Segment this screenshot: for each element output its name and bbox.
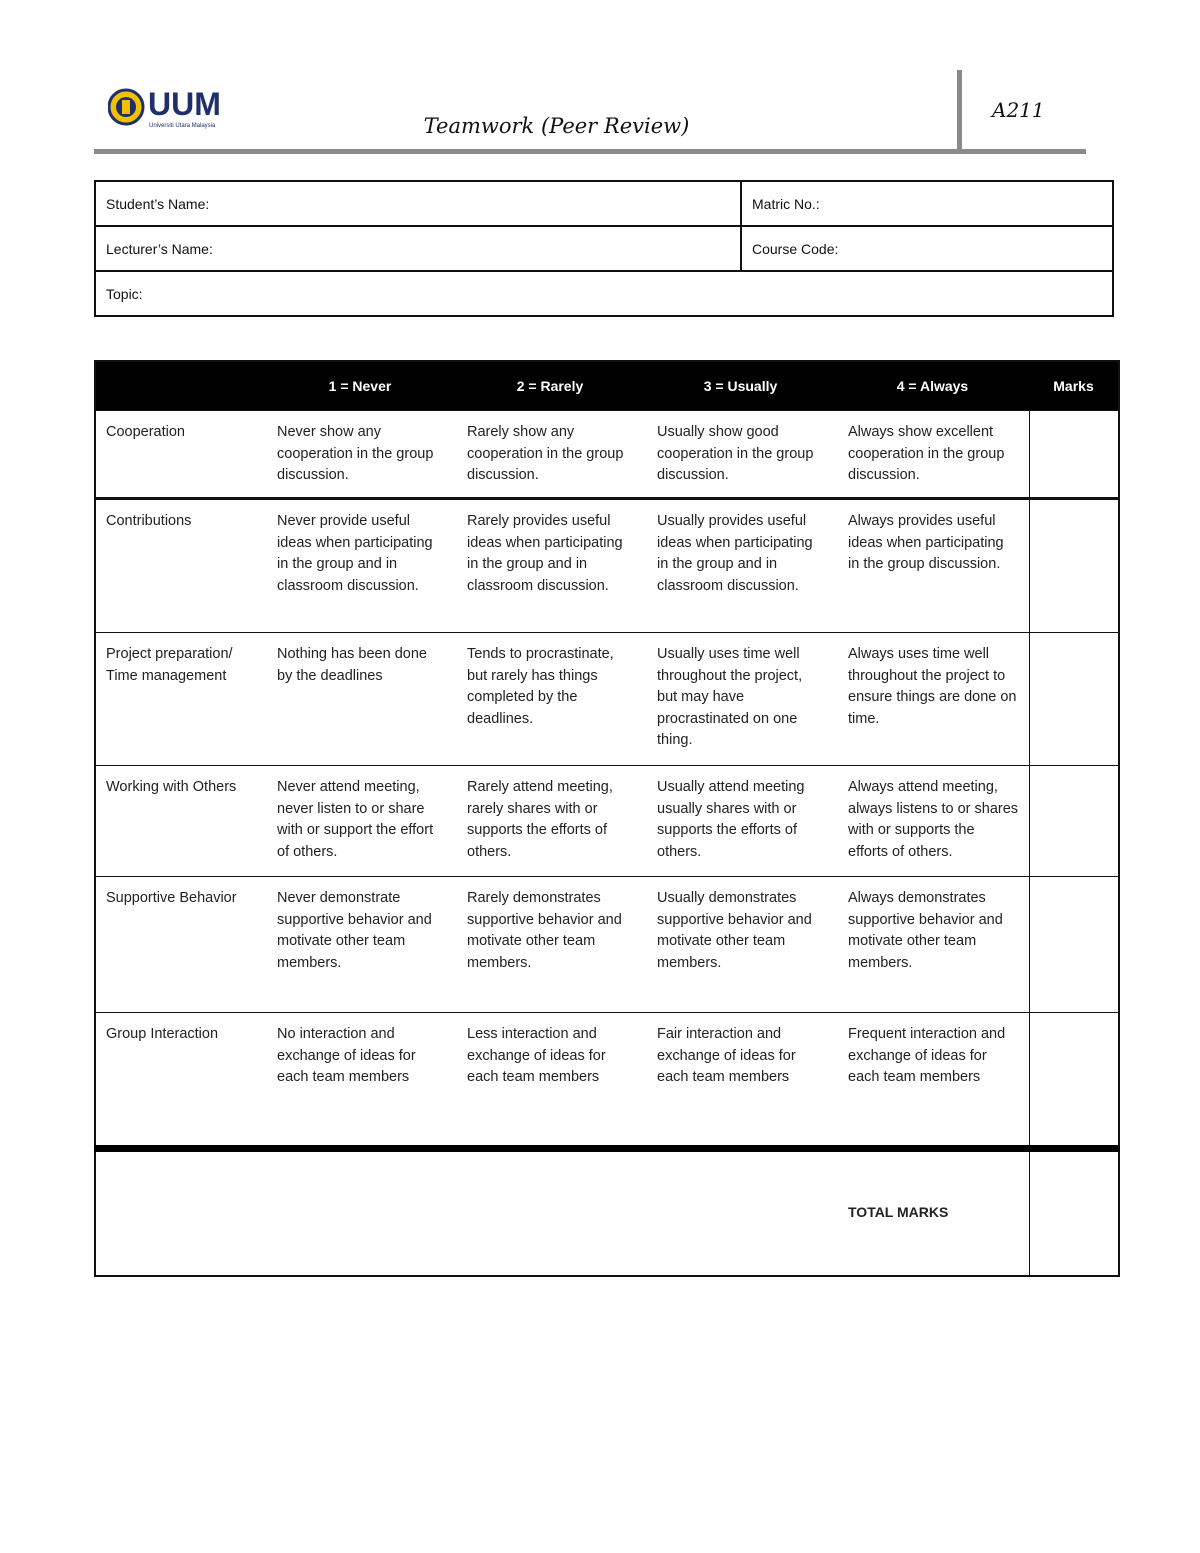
student-info-table — [94, 180, 1114, 317]
marks-cell[interactable] — [1029, 766, 1119, 877]
criterion-label: Group Interaction — [95, 1013, 265, 1149]
level-3-description: Fair interaction and exchange of ideas for each team members — [645, 1013, 836, 1149]
document-code: A211 — [992, 98, 1045, 122]
header-divider-horizontal — [94, 149, 1086, 154]
rubric-row-time-management — [95, 633, 1119, 766]
level-3-description: Usually attend meeting usually shares with or supports the efforts of others. — [645, 766, 836, 877]
level-1-description: Never provide useful ideas when participating in the group and in classroom discussion. — [265, 499, 455, 633]
marks-cell[interactable] — [1029, 877, 1119, 1013]
rubric-row-working-with-others — [95, 766, 1119, 877]
level-1-description: Nothing has been done by the deadlines — [265, 633, 455, 766]
level-4-description: Always show excellent cooperation in the group discussion. — [836, 411, 1029, 499]
total-marks-label: TOTAL MARKS — [836, 1149, 1029, 1277]
student-name-field[interactable]: Student’s Name: — [95, 181, 741, 226]
rubric-row-group-interaction — [95, 1013, 1119, 1149]
rubric-table — [94, 360, 1120, 1277]
criterion-label: Working with Others — [95, 766, 265, 877]
level-2-description: Less interaction and exchange of ideas for each team members — [455, 1013, 645, 1149]
column-header-rarely: 2 = Rarely — [455, 361, 645, 411]
level-2-description: Rarely provides useful ideas when participating in the group and in classroom discussion. — [455, 499, 645, 633]
header-divider-vertical — [957, 70, 962, 152]
column-header-marks: Marks — [1029, 361, 1119, 411]
marks-cell[interactable] — [1029, 499, 1119, 633]
level-2-description: Tends to procrastinate, but rarely has things completed by the deadlines. — [455, 633, 645, 766]
marks-cell[interactable] — [1029, 411, 1119, 499]
document-title: Teamwork (Peer Review) — [423, 114, 690, 138]
level-3-description: Usually show good cooperation in the group discussion. — [645, 411, 836, 499]
column-header-always: 4 = Always — [836, 361, 1029, 411]
total-marks-row — [95, 1149, 1119, 1277]
level-2-description: Rarely attend meeting, rarely shares with or supports the efforts of others. — [455, 766, 645, 877]
rubric-row-contributions — [95, 499, 1119, 633]
level-4-description: Frequent interaction and exchange of ideas for each team members — [836, 1013, 1029, 1149]
total-marks-cell[interactable] — [1029, 1149, 1119, 1277]
level-2-description: Rarely demonstrates supportive behavior and motivate other team members. — [455, 877, 645, 1013]
marks-cell[interactable] — [1029, 633, 1119, 766]
marks-cell[interactable] — [1029, 1013, 1119, 1149]
topic-field[interactable]: Topic: — [95, 271, 1113, 316]
column-header-usually: 3 = Usually — [645, 361, 836, 411]
lecturer-name-field[interactable]: Lecturer’s Name: — [95, 226, 741, 271]
rubric-row-cooperation — [95, 411, 1119, 499]
rubric-header-row — [95, 361, 1119, 411]
level-4-description: Always provides useful ideas when participating in the group discussion. — [836, 499, 1029, 633]
document-header — [94, 70, 1086, 154]
level-1-description: Never show any cooperation in the group discussion. — [265, 411, 455, 499]
logo-text: UUM — [148, 86, 221, 122]
level-4-description: Always uses time well throughout the project to ensure things are done on time. — [836, 633, 1029, 766]
logo-subtext: Universiti Utara Malaysia — [149, 123, 216, 129]
level-2-description: Rarely show any cooperation in the group discussion. — [455, 411, 645, 499]
level-3-description: Usually uses time well throughout the project, but may have procrastinated on one thing. — [645, 633, 836, 766]
rubric-row-supportive-behavior — [95, 877, 1119, 1013]
criterion-label: Project preparation/ Time management — [95, 633, 265, 766]
level-4-description: Always attend meeting, always listens to or shares with or supports the efforts of others. — [836, 766, 1029, 877]
criterion-label: Cooperation — [95, 411, 265, 499]
matric-no-field[interactable]: Matric No.: — [741, 181, 1113, 226]
level-3-description: Usually demonstrates supportive behavior and motivate other team members. — [645, 877, 836, 1013]
level-1-description: Never demonstrate supportive behavior and motivate other team members. — [265, 877, 455, 1013]
column-header-criteria — [95, 361, 265, 411]
criterion-label: Contributions — [95, 499, 265, 633]
level-1-description: No interaction and exchange of ideas for each team members — [265, 1013, 455, 1149]
level-1-description: Never attend meeting, never listen to or share with or support the effort of others. — [265, 766, 455, 877]
criterion-label: Supportive Behavior — [95, 877, 265, 1013]
level-3-description: Usually provides useful ideas when participating in the group and in classroom discussion. — [645, 499, 836, 633]
total-row-spacer — [95, 1149, 836, 1277]
column-header-never: 1 = Never — [265, 361, 455, 411]
level-4-description: Always demonstrates supportive behavior and motivate other team members. — [836, 877, 1029, 1013]
course-code-field[interactable]: Course Code: — [741, 226, 1113, 271]
